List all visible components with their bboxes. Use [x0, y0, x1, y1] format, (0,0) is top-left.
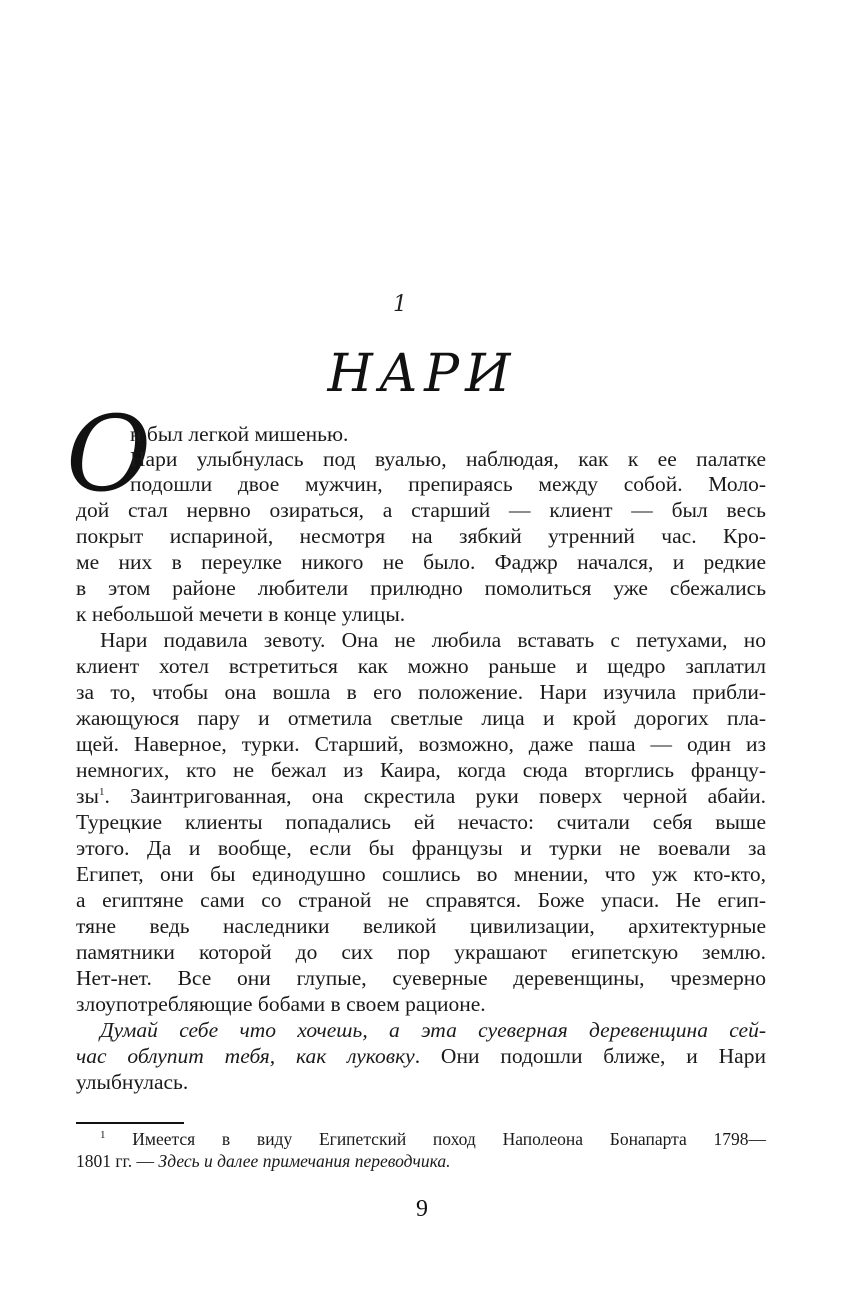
- body-line: подошли двое мужчин, препираясь между собой. Моло-: [130, 472, 766, 496]
- body-text-italic: час облупит тебя, как луковку: [76, 1044, 415, 1068]
- chapter-title: НАРИ: [327, 344, 517, 404]
- body-text: . Они подошли ближе, и Нари: [414, 1044, 766, 1068]
- page-number: 9: [416, 1196, 428, 1222]
- body-line: Египет, они бы единодушно сошлись во мнении, что уж кто-кто,: [76, 862, 766, 886]
- drop-cap: О: [66, 393, 152, 515]
- body-line: к небольшой мечети в конце улицы.: [76, 602, 406, 626]
- body-line: в этом районе любители прилюдно помолиться уже сбежались: [76, 576, 766, 600]
- body-text: зы: [76, 784, 99, 808]
- footnote-line: [100, 1128, 766, 1150]
- body-line: памятники которой до сих пор украшают египетскую землю.: [76, 940, 766, 964]
- body-line: [76, 1043, 766, 1069]
- body-line: Турецкие клиенты попадались ей нечасто: считали себя выше: [76, 810, 766, 834]
- body-line: улыбнулась.: [76, 1070, 189, 1094]
- footnote-text: 1801 гг. —: [76, 1151, 159, 1171]
- body-line: клиент хотел встретиться как можно раньше и щедро заплатил: [76, 654, 766, 678]
- body-line: Нари улыбнулась под вуалью, наблюдая, как к ее палатке: [130, 447, 766, 471]
- footnote-text-italic: Здесь и далее примечания переводчика.: [158, 1151, 451, 1171]
- body-line: Думай себе что хочешь, а эта суеверная деревенщина сей-: [100, 1018, 766, 1042]
- body-line: [76, 783, 766, 809]
- chapter-number: 1: [393, 292, 407, 317]
- body-line: н был легкой мишенью.: [130, 422, 349, 446]
- body-text: . Заинтригованная, она скрестила руки поверх черной абайи.: [104, 784, 766, 808]
- body-line: за то, чтобы она вошла в его положение. Нари изучила прибли-: [76, 680, 766, 704]
- footnote-rule: [76, 1122, 184, 1124]
- body-line: злоупотребляющие бобами в своем рационе.: [76, 992, 486, 1016]
- footnote-line: [76, 1150, 766, 1172]
- body-line: этого. Да и вообще, если бы французы и турки не воевали за: [76, 836, 766, 860]
- body-line: тяне ведь наследники великой цивилизации, архитектурные: [76, 914, 766, 938]
- body-line: дой стал нервно озираться, а старший — клиент — был весь: [76, 498, 766, 522]
- body-line: жающуюся пару и отметила светлые лица и крой дорогих пла-: [76, 706, 766, 730]
- body-line: покрыт испариной, несмотря на зябкий утренний час. Кро-: [76, 524, 766, 548]
- body-line: щей. Наверное, турки. Старший, возможно, даже паша — один из: [76, 732, 766, 756]
- body-line: немногих, кто не бежал из Каира, когда сюда вторглись францу-: [76, 758, 766, 782]
- body-line: ме них в переулке никого не было. Фаджр начался, и редкие: [76, 550, 766, 574]
- body-line: Нет-нет. Все они глупые, суеверные деревенщины, чрезмерно: [76, 966, 766, 990]
- body-line: Нари подавила зевоту. Она не любила вставать с петухами, но: [100, 628, 766, 652]
- footnote-marker: 1: [100, 1129, 106, 1142]
- footnote-reference[interactable]: 1: [98, 785, 105, 798]
- footnote-text: Имеется в виду Египетский поход Наполеона Бонапарта 1798—: [132, 1129, 766, 1149]
- body-line: а египтяне сами со страной не справятся. Боже упаси. Не егип-: [76, 888, 766, 912]
